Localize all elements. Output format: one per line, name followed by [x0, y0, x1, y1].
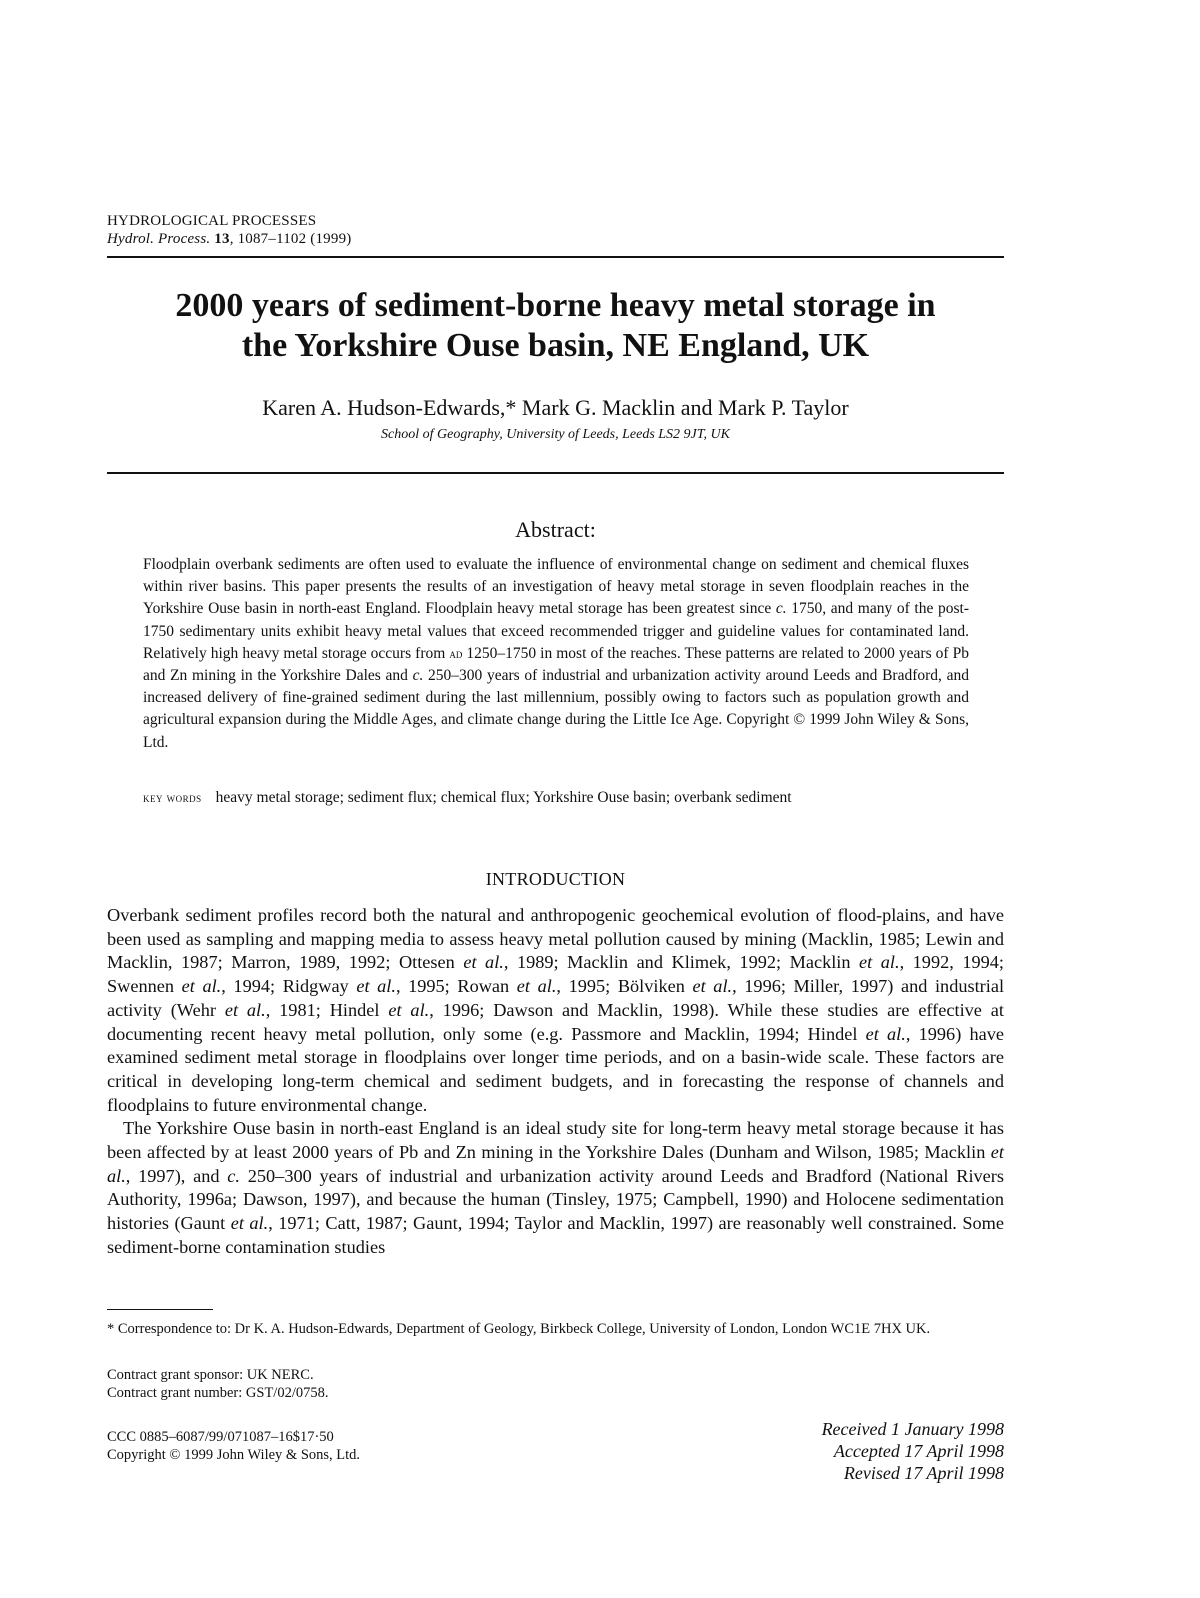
abstract-part-1: Floodplain overbank sediments are often used to evaluate the influence of environmental change on sediment and chemical fluxes within river basins. This paper presents the results of an investigation of heavy metal storage in seven floodplain reaches in the Yorkshire Ouse basin in north-east England. Floodplain heavy metal storage has been greatest since — [143, 556, 969, 618]
correspondence-footnote: * Correspondence to: Dr K. A. Hudson-Edwards, Department of Geology, Birkbeck College, University of London, London WC1E 7HX UK. — [107, 1321, 931, 1337]
et-al: et al. — [181, 976, 222, 997]
keywords-text: heavy metal storage; sediment flux; chemical flux; Yorkshire Ouse basin; overbank sediment — [215, 789, 792, 806]
et-al: et al. — [516, 976, 557, 997]
header-rule — [107, 256, 1004, 258]
text-run: , 1992, 1994; Swennen — [107, 952, 1004, 997]
text-run: , 1989; Macklin and Klimek, 1992; Macklin — [503, 952, 860, 973]
et-al: et al. — [230, 1213, 269, 1234]
footnote-rule — [107, 1309, 213, 1310]
text-run: , 1971; Catt, 1987; Gaunt, 1994; Taylor and Macklin, 1997) are reasonably well constrained. Some sediment-borne contamination studies — [107, 1213, 1004, 1257]
keywords-label: key words — [143, 791, 202, 805]
et-al: et al. — [692, 976, 733, 997]
introduction-heading: INTRODUCTION — [485, 869, 626, 889]
date-revised: Revised 17 April 1998 — [843, 1463, 1004, 1483]
affiliation: School of Geography, University of Leeds, Leeds LS2 9JT, UK — [381, 427, 730, 442]
et-al: et al. — [224, 999, 266, 1020]
abstract-heading: Abstract: — [515, 517, 596, 542]
journal-header — [107, 212, 351, 248]
imprint — [107, 1428, 607, 1464]
date-accepted: Accepted 17 April 1998 — [833, 1441, 1004, 1461]
abstract-ad: ad — [449, 645, 463, 661]
introduction-paragraph-1 — [107, 904, 1004, 1117]
manuscript-dates — [604, 1418, 1004, 1484]
title-rule — [107, 472, 1004, 474]
text-run: , 1996; Miller, 1997) and industrial activity (Wehr — [107, 976, 1005, 1020]
et-al: et al. — [388, 999, 430, 1020]
text-run: , 1996) have examined sediment metal storage in floodplains over longer time periods, and on a basin-wide scale. These factors are critical in developing long-term chemical and sediment budgets, and in forecasting the response of channels and floodplains to future environmental change. — [107, 1023, 1004, 1115]
abstract-text — [143, 554, 969, 754]
journal-abbrev: Hydrol. Process. — [107, 231, 211, 247]
paper-title — [107, 286, 1004, 366]
abstract-part-4: 250–300 years of industrial and urbanization activity around Leeds and Bradford, and increased delivery of fine-grained sediment during the last millennium, possibly owing to factors such as population growth and agricultural expansion during the Middle Ages, and climate change during the Little Ice Age. Copyright © 1999 John Wiley & Sons, Ltd. — [143, 667, 969, 751]
text-run: 250–300 years of industrial and urbanization activity around Leeds and Bradford (National Rivers Authority, 1996a; Dawson, 1997), and because the human (Tinsley, 1975; Campbell, 1990) and Holocene sedimentation histories (Gaunt — [107, 1165, 1004, 1234]
text-run: , 1981; Hindel — [265, 999, 389, 1020]
abstract-part-2: 1750, and many of the post-1750 sedimentary units exhibit heavy metal values that exceed recommended trigger and guideline values for contaminated land. Relatively high heavy metal storage occurs from — [143, 600, 969, 662]
abstract-circa-2: c. — [412, 667, 424, 685]
circa: c. — [227, 1165, 240, 1186]
et-al: et al. — [463, 952, 504, 973]
imprint-copyright: Copyright © 1999 John Wiley & Sons, Ltd. — [107, 1447, 361, 1463]
introduction-paragraph-2 — [107, 1117, 1004, 1259]
title-line-2: the Yorkshire Ouse basin, NE England, UK — [241, 327, 870, 364]
ccc-code: CCC 0885–6087/99/071087–16$17·50 — [107, 1429, 334, 1445]
authors: Karen A. Hudson-Edwards,* Mark G. Macklin and Mark P. Taylor — [262, 395, 849, 420]
contract-number: Contract grant number: GST/02/0758. — [107, 1385, 329, 1401]
journal-name: HYDROLOGICAL PROCESSES — [107, 213, 317, 229]
introduction-body — [107, 904, 1004, 1260]
text-run: , 1995; Bölviken — [556, 976, 693, 997]
et-al: et al. — [107, 1142, 1004, 1186]
journal-pages-year: , 1087–1102 (1999) — [229, 231, 352, 247]
text-run: The Yorkshire Ouse basin in north-east England is an ideal study site for long-term heavy metal storage because it has been affected by at least 2000 years of Pb and Zn mining in the Yorkshire Dales (Dunham and Wilson, 1985; Macklin — [107, 1118, 1004, 1163]
text-run: Overbank sediment profiles record both the natural and anthropogenic geochemical evolution of flood-plains, and have been used as sampling and mapping media to assess heavy metal pollution caused by mining (Macklin, 1985; Lewin and Macklin, 1987; Marron, 1989, 1992; Ottesen — [107, 905, 1004, 973]
text-run: , 1996; Dawson and Macklin, 1998). While these studies are effective at documenting recent heavy metal pollution, only some (e.g. Passmore and Macklin, 1994; Hindel — [107, 999, 1004, 1044]
et-al: et al. — [865, 1023, 906, 1044]
et-al: et al. — [859, 952, 900, 973]
date-received: Received 1 January 1998 — [821, 1419, 1004, 1439]
text-run: , 1995; Rowan — [395, 976, 517, 997]
journal-volume: 13 — [214, 231, 230, 247]
text-run: , 1997), and — [125, 1165, 228, 1186]
abstract-circa-1: c. — [775, 600, 787, 618]
contract-info — [107, 1366, 707, 1402]
contract-sponsor: Contract grant sponsor: UK NERC. — [107, 1367, 314, 1383]
journal-citation — [107, 230, 351, 248]
text-run: , 1994; Ridgway — [221, 976, 357, 997]
title-line-1: 2000 years of sediment-borne heavy metal storage in — [175, 287, 936, 324]
keywords — [143, 787, 969, 809]
abstract-part-3: 1250–1750 in most of the reaches. These patterns are related to 2000 years of Pb and Zn mining in the Yorkshire Dales and — [143, 644, 969, 685]
et-al: et al. — [356, 976, 396, 997]
